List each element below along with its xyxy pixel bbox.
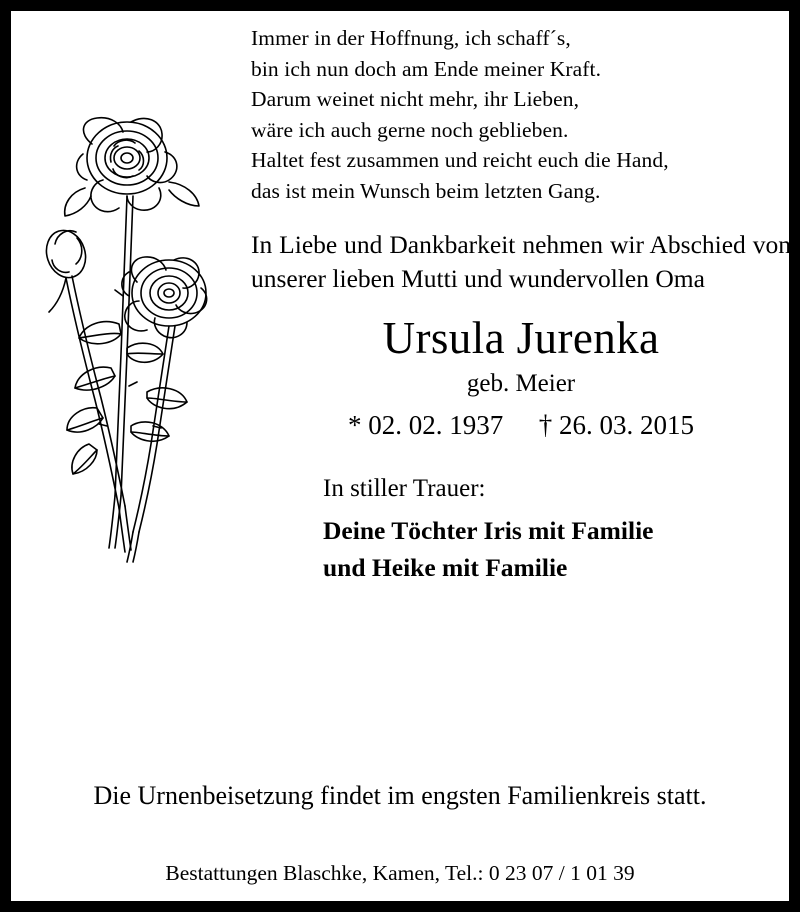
- mourner-line: und Heike mit Familie: [323, 552, 568, 582]
- poem-line: Haltet fest zusammen und reicht euch die Hand,: [251, 148, 669, 173]
- mourning-label: In stiller Trauer:: [323, 474, 486, 502]
- poem-line: bin ich nun doch am Ende meiner Kraft.: [251, 56, 602, 81]
- mourners-list: [251, 513, 791, 587]
- poem-line: wäre ich auch gerne noch geblieben.: [251, 117, 569, 142]
- death-date: † 26. 03. 2015: [538, 409, 694, 440]
- maiden-name: geb. Meier: [466, 369, 576, 397]
- life-dates: [251, 410, 791, 441]
- obituary-inner: [11, 11, 789, 901]
- burial-note: Die Urnenbeisetzung findet im engsten Familienkreis statt.: [93, 781, 707, 810]
- poem-line: Immer in der Hoffnung, ich schaff´s,: [251, 26, 571, 50]
- poem-line: das ist mein Wunsch beim letzten Gang.: [251, 178, 601, 203]
- birth-date: * 02. 02. 1937: [348, 409, 504, 440]
- funeral-home-info: Bestattungen Blaschke, Kamen, Tel.: 0 23 07 / 1 01 39: [165, 861, 635, 885]
- mourner-line: Deine Töchter Iris mit Familie: [323, 515, 654, 545]
- notice-text-column: [251, 23, 791, 587]
- rose-bouquet-icon: [19, 96, 234, 571]
- deceased-name: Ursula Jurenka: [382, 312, 660, 363]
- poem: [251, 23, 791, 206]
- poem-line: Darum weinet nicht mehr, ihr Lieben,: [251, 87, 580, 112]
- dedication-text: In Liebe und Dankbarkeit nehmen wir Abschied von unserer lieben Mutti und wundervollen Oma: [251, 230, 791, 293]
